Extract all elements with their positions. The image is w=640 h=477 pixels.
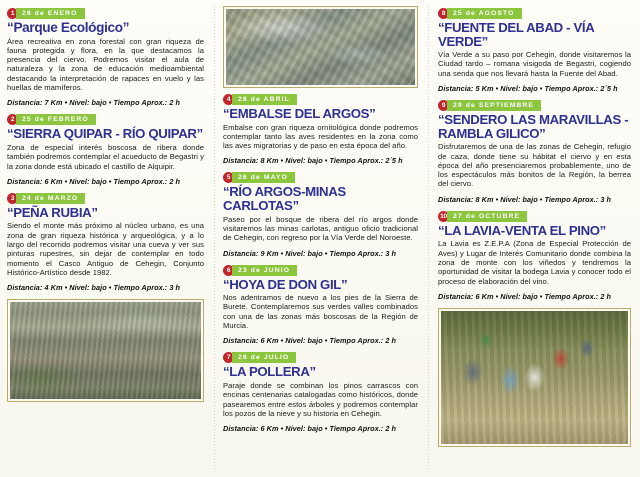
column-middle — [214, 0, 428, 477]
entry-3-title: “PEÑA RUBIA” — [7, 204, 98, 220]
entry-1-title: “Parque Ecológico” — [7, 20, 130, 35]
entry-7-date: 28 de JULIO — [232, 352, 296, 363]
entry-3-meta: Distancia: 4 Km • Nivel: bajo • Tiempo Aprox.: 3 h — [7, 283, 181, 293]
entry-9 — [438, 100, 631, 204]
entry-7-datebar — [223, 352, 418, 363]
entry-2-number-badge: 2 — [7, 114, 18, 125]
entry-1-number-badge: 1 — [7, 8, 18, 19]
entry-6-date: 23 de JUNIO — [232, 265, 297, 276]
entry-8-date: 25 de AGOSTO — [447, 8, 522, 19]
entry-5-meta: Distancia: 9 Km • Nivel: bajo • Tiempo Aprox.: 3 h — [223, 248, 397, 258]
column-right — [428, 0, 640, 477]
entry-10-body: La Lavia es Z.E.P.A (Zona de Especial Protección de Aves) y Lugar de Interés Comunitario donde combina la zona de monte con los viñedos y tendremos la oportunidad de visitar la bodega Lavia y conocer todo el proceso de elaboración del vino. — [438, 239, 631, 286]
entry-5-title: “RÍO ARGOS-MINAS CARLOTAS” — [223, 184, 346, 214]
entry-5 — [223, 172, 418, 257]
entry-7-meta: Distancia: 6 Km • Nivel: bajo • Tiempo Aprox.: 2 h — [223, 424, 397, 434]
entry-6-number-badge: 6 — [223, 265, 234, 276]
entry-7-title: “LA POLLERA” — [223, 364, 316, 380]
entry-1-datebar — [7, 8, 204, 19]
entry-6-meta: Distancia: 6 Km • Nivel: bajo • Tiempo Aprox.: 2 h — [223, 336, 397, 346]
entry-9-title: “SENDERO LAS MARAVILLAS - RAMBLA GILICO” — [438, 112, 629, 141]
entry-2-title: “SIERRA QUIPAR - RÍO QUIPAR” — [7, 126, 203, 142]
entry-8 — [438, 8, 631, 93]
entry-2 — [7, 114, 204, 185]
entry-4 — [223, 94, 418, 165]
entry-1-date: 28 de ENERO — [16, 8, 85, 19]
entry-10-datebar — [438, 211, 631, 222]
hikers-group-photo — [438, 308, 631, 447]
entry-6-title: “HOYA DE DON GIL” — [223, 276, 348, 292]
entry-10-meta: Distancia: 6 Km • Nivel: bajo • Tiempo Aprox.: 2 h — [438, 291, 612, 301]
entry-4-body: Embalse con gran riqueza ornitológica donde podremos contemplar tanto las aves residentes en la zona como las aves migratorias y de paso en esta época del año. — [223, 122, 418, 151]
valley-town-photo-image — [10, 302, 201, 399]
entry-4-number-badge: 4 — [223, 94, 234, 105]
entry-5-date: 26 de MAYO — [232, 172, 295, 183]
entry-3 — [7, 193, 204, 292]
entry-9-number-badge: 9 — [438, 100, 449, 111]
entry-7-body: Paraje donde se combinan los pinos carrascos con encinas centenarias catalogadas como históricos, donde pasearemos entre estos árboles y podremos contemplar los pozos de la nieve y su historia en Cehegin. — [223, 380, 418, 418]
entry-2-datebar — [7, 114, 204, 125]
entry-3-datebar — [7, 193, 204, 204]
river-rocks-photo-image — [226, 9, 415, 85]
entry-2-body: Zona de especial interés boscosa de ribera donde también podremos contemplar el acueducto de Begastri y la zona donde está ubicado el castillo de Alquipir. — [7, 142, 204, 171]
entry-4-title: “EMBALSE DEL ARGOS” — [223, 106, 376, 121]
hikers-group-photo-image — [441, 311, 628, 444]
entry-5-number-badge: 5 — [223, 172, 234, 183]
entry-1-meta: Distancia: 7 Km • Nivel: bajo • Tiempo Aprox.: 2 h — [7, 98, 181, 108]
entry-7-number-badge: 7 — [223, 352, 234, 363]
entry-5-datebar — [223, 172, 418, 183]
valley-town-photo — [7, 299, 204, 402]
entry-2-date: 25 de FEBRERO — [16, 114, 96, 125]
entry-4-datebar — [223, 94, 418, 105]
column-left — [0, 0, 214, 477]
entry-9-date: 29 de SEPTIEMBRE — [447, 100, 541, 111]
entry-7 — [223, 352, 418, 433]
entry-8-datebar — [438, 8, 631, 19]
entry-9-body: Disfrutaremos de una de las zonas de Cehegin, refugio de caza, donde tiene su hábitat el ciervo y en esta época del año presenciaremos probablemente, uno de los espectáculos más bonitos de la Región, la berrea del ciervo. — [438, 142, 631, 189]
entry-4-date: 28 de ABRIL — [232, 94, 297, 105]
entry-4-meta: Distancia: 8 Km • Nivel: bajo • Tiempo Aprox.: 2´5 h — [223, 156, 403, 166]
river-rocks-photo — [223, 6, 418, 88]
entry-8-body: Vía Verde a su paso por Cehegin, donde visitaremos la Ciudad tardo – romana visigoda de Begastri, cogiendo una senda que nos llevará hasta la Fuente del Abad. — [438, 50, 631, 78]
entry-10 — [438, 211, 631, 301]
entry-2-meta: Distancia: 6 Km • Nivel: bajo • Tiempo Aprox.: 2 h — [7, 176, 181, 186]
entry-6 — [223, 265, 418, 346]
entry-3-body: Siendo el monte más próximo al núcleo urbano, es una zona de gran riqueza histórica y arqueológica, y a lo largo del recorrido podremos visitar una cueva y ver sus pinturas rupestres, sin dejar de contemplar en todo momento el Casco Antiguo de Cehegin, Conjunto Histórico-Artístico desde 1982. — [7, 221, 204, 277]
entry-6-datebar — [223, 265, 418, 276]
entry-5-body: Paseo por el bosque de ribera del río argos donde visitaremos las minas carlotas, antiguo oficio tradicional de Cehegin, con regreso por la Vía Verde del Noroeste. — [223, 214, 418, 243]
entry-8-title: “FUENTE DEL ABAD - VÍA VERDE” — [438, 20, 594, 49]
entry-3-number-badge: 3 — [7, 193, 18, 204]
entry-6-body: Nos adentramos de nuevo a los pies de la Sierra de Burete. Contemplaremos sus verdes valles combinados con una de las zonas más boscosas de la Región de Murcia. — [223, 293, 418, 331]
entry-1 — [7, 8, 204, 107]
entry-10-date: 27 de OCTUBRE — [447, 211, 527, 222]
entry-10-number-badge: 10 — [438, 211, 449, 222]
entry-9-meta: Distancia: 8 Km • Nivel: bajo • Tiempo Aprox.: 3 h — [438, 194, 612, 204]
entry-8-number-badge: 8 — [438, 8, 449, 19]
entry-10-title: “LA LAVIA-VENTA EL PINO” — [438, 222, 606, 238]
entry-3-date: 24 de MARZO — [16, 193, 85, 204]
entry-1-body: Área recreativa en zona forestal con gran riqueza de fauna protegida y flora, en la que destacamos la presencia del ciervo. Podremos visitar el aula de naturaleza y la zona de educación medioambiental destacando la interpretación de rapaces en vuelo y las huellas de mamíferos. — [7, 36, 204, 93]
entry-9-datebar — [438, 100, 631, 111]
entry-8-meta: Distancia: 5 Km • Nivel: bajo • Tiempo Aprox.: 2´5 h — [438, 84, 618, 94]
